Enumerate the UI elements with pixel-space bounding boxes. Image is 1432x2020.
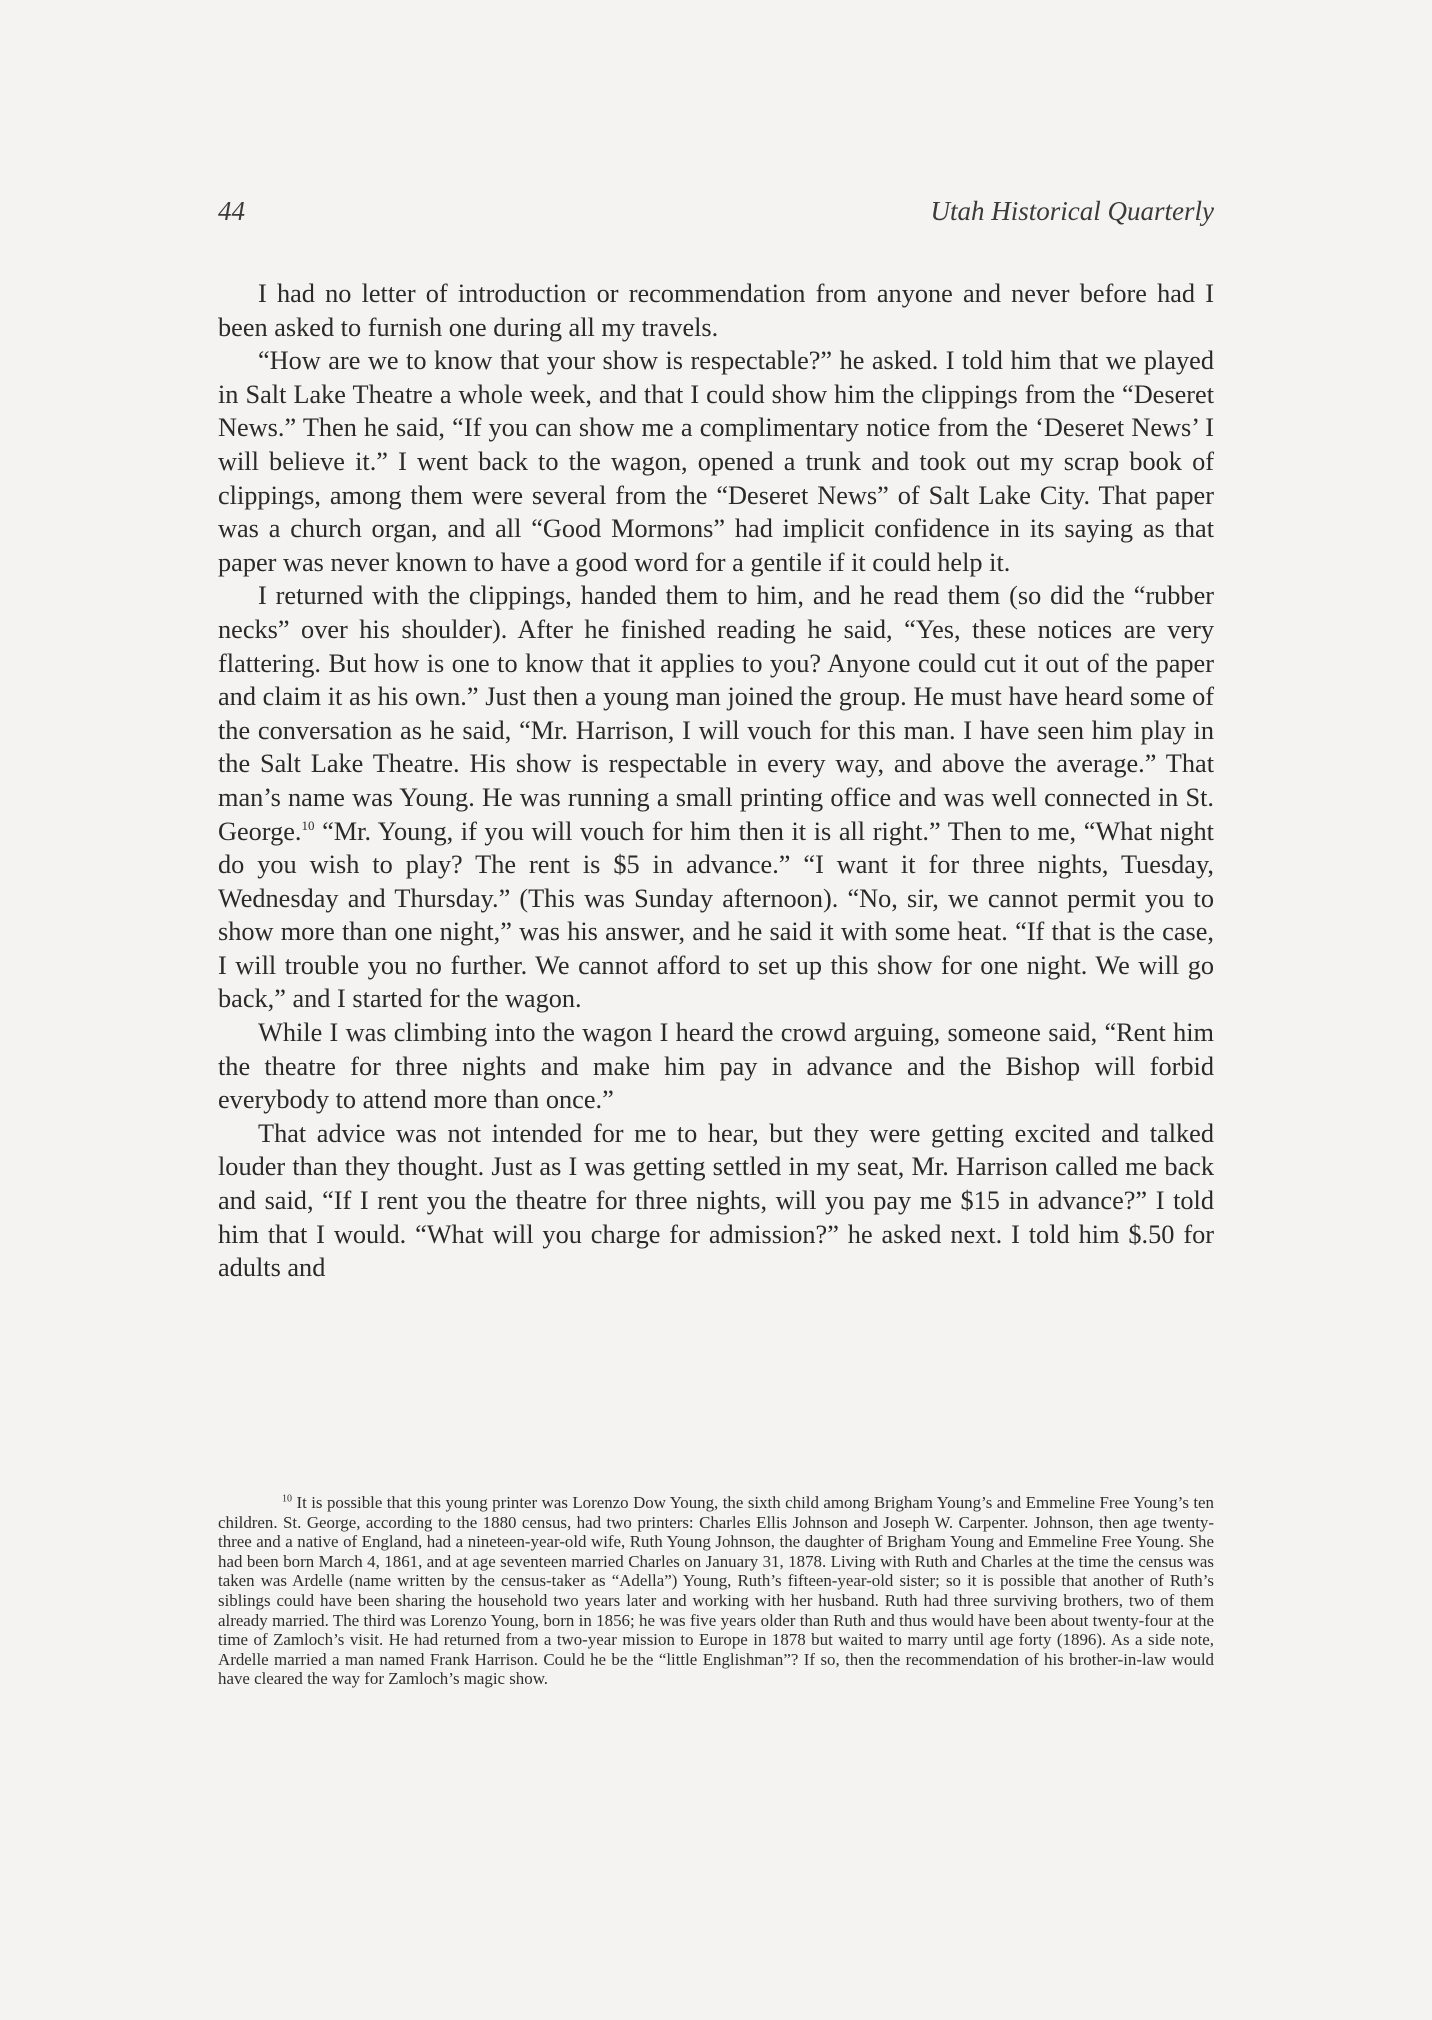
paragraph-3-part-1: I returned with the clippings, handed them to him, and he read them (so did the “rubber necks” over his shoulder). After he finished reading he said, “Yes, these notices are very flattering. But how is one to know that it applies to you? Anyone could cut it out of the paper and claim it as his own.” Just then a young man joined the group. He must have heard some of the conversation as he said, “Mr. Harrison, I will vouch for this man. I have seen him play in the Salt Lake Theatre. His show is respectable in every way, and above the average.” That man’s name was Young. He was running a small printing office and was well connected in St. George. [218,581,1214,846]
running-title: Utah Historical Quarterly [930,196,1214,226]
body-text [218,277,1214,1285]
paragraph-4: While I was climbing into the wagon I heard the crowd arguing, someone said, “Rent him the theatre for three nights and make him pay in advance and the Bishop will forbid everybody to attend more than once.” [218,1018,1214,1115]
page-header [218,196,1214,236]
paragraph-1: I had no letter of introduction or recommendation from anyone and never before had I been asked to furnish one during all my travels. [218,279,1214,342]
paragraph-5: That advice was not intended for me to hear, but they were getting excited and talked louder than they thought. Just as I was getting settled in my seat, Mr. Harrison called me back and said, “If I rent you the theatre for three nights, will you pay me $15 in advance?” I told him that I would. “What will you charge for admission?” he asked next. I told him $.50 for adults and [218,1118,1214,1283]
paragraph-3 [218,579,1214,1016]
paragraph-3-part-2: “Mr. Young, if you will vouch for him then it is all right.” Then to me, “What night do you wish to play? The rent is $5 in advance.” “I want it for three nights, Tuesday, Wednesday and Thursday.” (This was Sunday afternoon). “No, sir, we cannot permit you to show more than one night,” was his answer, and he said it with some heat. “If that is the case, I will trouble you no further. We cannot afford to set up this show for one night. We will go back,” and I started for the wagon. [218,816,1214,1014]
footnote [218,1493,1214,1689]
footnote-marker: 10 [282,1493,292,1505]
paragraph-2: “How are we to know that your show is respectable?” he asked. I told him that we played in Salt Lake Theatre a whole week, and that I could show him the clippings from the “Deseret News.” Then he said, “If you can show me a complimentary notice from the ‘Deseret News’ I will believe it.” I went back to the wagon, opened a trunk and took out my scrap book of clippings, among them were several from the “Deseret News” of Salt Lake City. That paper was a church organ, and all “Good Mormons” had implicit confidence in its saying as that paper was never known to have a good word for a gentile if it could help it. [218,346,1214,577]
footnote-reference[interactable]: 10 [301,817,315,833]
footnote-text: It is possible that this young printer was Lorenzo Dow Young, the sixth child among Brigham Young’s and Emmeline Free Young’s ten children. St. George, according to the 1880 census, had two printers: Charles Ellis Johnson and Joseph W. Carpenter. Johnson, then age twenty-three and a native of England, had a nineteen-year-old wife, Ruth Young Johnson, the daughter of Brigham Young and Emmeline Free Young. She had been born March 4, 1861, and at age seventeen married Charles on January 31, 1878. Living with Ruth and Charles at the time the census was taken was Ardelle (name written by the census-taker as “Adella”) Young, Ruth’s fifteen-year-old sister; so it is possible that another of Ruth’s siblings could have been sharing the household two years later and working with her husband. Ruth had three surviving brothers, two of them already married. The third was Lorenzo Young, born in 1856; he was five years older than Ruth and thus would have been about twenty-four at the time of Zamloch’s visit. He had returned from a two-year mission to Europe in 1878 but waited to marry until age forty (1896). As a side note, Ardelle married a man named Frank Harrison. Could he be the “little Englishman”? If so, then the recommendation of his brother-in-law would have cleared the way for Zamloch’s magic show. [218,1493,1214,1689]
page-number: 44 [218,196,245,226]
